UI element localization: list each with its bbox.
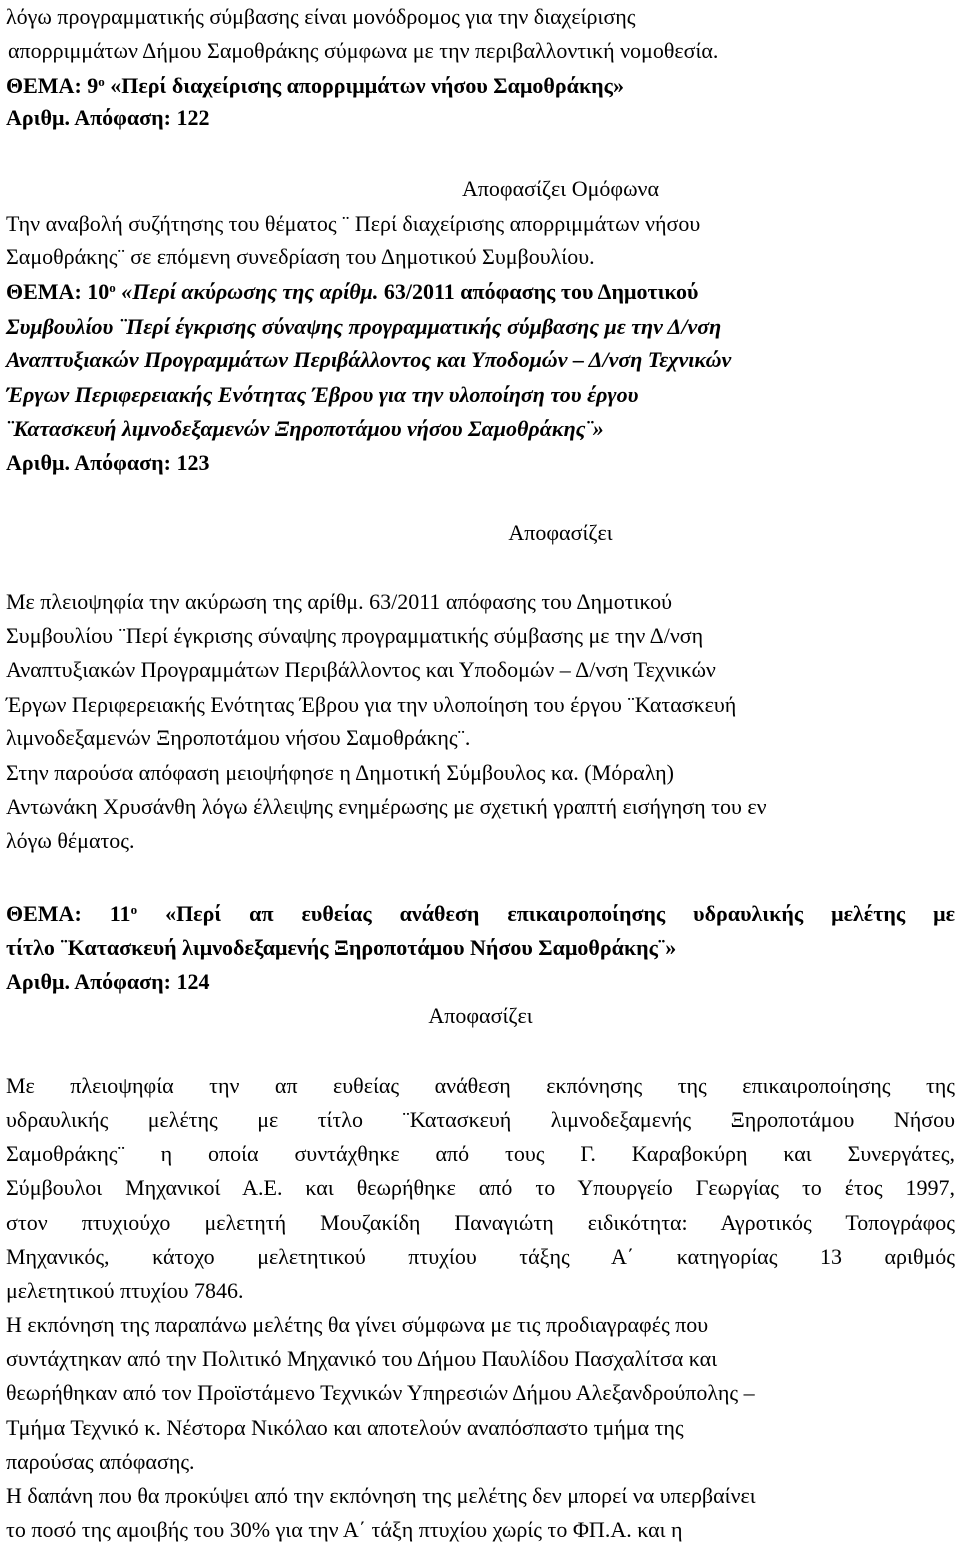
topic-title-cont: 63/2011 απόφασης του Δημοτικού bbox=[378, 279, 699, 304]
topic-number: ΘΕΜΑ: 11 bbox=[6, 901, 131, 926]
topic-title-line: τίτλο ¨Κατασκευή λιμνοδεξαμενής Ξηροποτάμου Νήσου Σαμοθράκης¨» bbox=[6, 935, 677, 960]
text-line: το ποσό της αμοιβής του 30% για την Α΄ τάξη πτυχίου χωρίς το ΦΠ.Α. και η bbox=[6, 1517, 683, 1542]
text-line: λιμνοδεξαμενών Ξηροποτάμου νήσου Σαμοθράκης¨. bbox=[6, 725, 471, 750]
text-line: Έργων Περιφερειακής Ενότητας Έβρου για την υλοποίηση του έργου ¨Κατασκευή bbox=[6, 692, 737, 717]
text-line: Με πλειοψηφία την απ ευθείας ανάθεση εκπόνησης της επικαιροποίησης της bbox=[6, 1073, 955, 1098]
text-line: παρούσας απόφασης. bbox=[6, 1449, 195, 1474]
text-line: συντάχτηκαν από την Πολιτικό Μηχανικό του Δήμου Παυλίδου Πασχαλίτσα και bbox=[6, 1346, 718, 1371]
topic-11-heading bbox=[6, 899, 955, 929]
text-line: Μηχανικός, κάτοχο μελετητικού πτυχίου τάξης Α΄ κατηγορίας 13 αριθμός bbox=[6, 1244, 955, 1269]
text-line: θεωρήθηκαν από τον Προϊστάμενο Τεχνικών Υπηρεσιών Δήμου Αλεξανδρούπολης – bbox=[6, 1380, 755, 1405]
text-line: Την αναβολή συζήτησης του θέματος ¨ Περί διαχείρισης απορριμμάτων νήσου bbox=[6, 211, 701, 236]
text-line: Αναπτυξιακών Προγραμμάτων Περιβάλλοντος και Υποδομών – Δ/νση Τεχνικών bbox=[6, 657, 716, 682]
text-line: υδραυλικής μελέτης με τίτλο ¨Κατασκευή λιμνοδεξαμενής Ξηροποτάμου Νήσου bbox=[6, 1107, 955, 1132]
topic-number: ΘΕΜΑ: 10 bbox=[6, 279, 110, 304]
ordinal-suffix: ο bbox=[130, 902, 138, 917]
text-line: Τμήμα Τεχνικό κ. Νέστορα Νικόλαο και αποτελούν αναπόσπαστο τμήμα της bbox=[6, 1415, 684, 1440]
text-line: Με πλειοψηφία την ακύρωση της αρίθμ. 63/2011 απόφασης του Δημοτικού bbox=[6, 589, 673, 614]
decision-verdict: Αποφασίζει bbox=[508, 520, 613, 545]
topic-9-heading bbox=[6, 71, 624, 101]
topic-title-line: Έργων Περιφερειακής Ενότητας Έβρου για την υλοποίηση του έργου bbox=[6, 382, 639, 407]
decision-number: Αριθμ. Απόφαση: 124 bbox=[6, 969, 210, 994]
text-line: Σαμοθράκης¨ σε επόμενη συνεδρίαση του Δημοτικού Συμβουλίου. bbox=[6, 244, 595, 269]
ordinal-suffix: ο bbox=[109, 280, 116, 295]
text-line: απορριμμάτων Δήμου Σαμοθράκης σύμφωνα με την περιβαλλοντική νομοθεσία. bbox=[8, 38, 719, 63]
topic-10-heading bbox=[6, 277, 698, 307]
decision-number: Αριθμ. Απόφαση: 122 bbox=[6, 105, 210, 130]
text-line: Η εκπόνηση της παραπάνω μελέτης θα γίνει σύμφωνα με τις προδιαγραφές που bbox=[6, 1312, 709, 1337]
text-line: μελετητικού πτυχίου 7846. bbox=[6, 1278, 244, 1303]
text-line: Αντωνάκη Χρυσάνθη λόγω έλλειψης ενημέρωσης με σχετική γραπτή εισήγηση του εν bbox=[6, 794, 767, 819]
text-line: Στην παρούσα απόφαση μειοψήφησε η Δημοτική Σύμβουλος κα. (Μόραλη) bbox=[6, 760, 675, 785]
decision-verdict: Αποφασίζει Ομόφωνα bbox=[461, 176, 660, 201]
text-line: λόγω προγραμματικής σύμβασης είναι μονόδρομος για την διαχείρισης bbox=[6, 4, 636, 29]
topic-title: «Περί ακύρωσης της αρίθμ. bbox=[115, 279, 379, 304]
text-line: Η δαπάνη που θα προκύψει από την εκπόνηση της μελέτης δεν μπορεί να υπερβαίνει bbox=[6, 1483, 756, 1508]
topic-title-line: ¨Κατασκευή λιμνοδεξαμενών Ξηροποτάμου νήσου Σαμοθράκης¨» bbox=[6, 416, 604, 441]
text-line: Συμβουλίου ¨Περί έγκρισης σύναψης προγραμματικής σύμβασης με την Δ/νση bbox=[6, 623, 704, 648]
ordinal-suffix: ο bbox=[98, 74, 105, 89]
topic-title-line: Συμβουλίου ¨Περί έγκρισης σύναψης προγραμματικής σύμβασης με την Δ/νση bbox=[6, 314, 722, 339]
text-line: λόγω θέματος. bbox=[6, 828, 135, 853]
text-line: στον πτυχιούχο μελετητή Μουζακίδη Παναγιώτη ειδικότητα: Αγροτικός Τοπογράφος bbox=[6, 1210, 955, 1235]
topic-title-line: Αναπτυξιακών Προγραμμάτων Περιβάλλοντος και Υποδομών – Δ/νση Τεχνικών bbox=[6, 347, 732, 372]
text-line: Σαμοθράκης¨ η οποία συντάχθηκε από τους Γ. Καραβοκύρη και Συνεργάτες, bbox=[6, 1141, 955, 1166]
decision-verdict: Αποφασίζει bbox=[428, 1003, 533, 1028]
topic-title: «Περί απ ευθείας ανάθεση επικαιροποίησης υδραυλικής μελέτης με bbox=[137, 901, 955, 926]
decision-number: Αριθμ. Απόφαση: 123 bbox=[6, 450, 210, 475]
topic-title: «Περί διαχείρισης απορριμμάτων νήσου Σαμοθράκης» bbox=[104, 73, 624, 98]
topic-number: ΘΕΜΑ: 9 bbox=[6, 73, 99, 98]
text-line: Σύμβουλοι Μηχανικοί Α.Ε. και θεωρήθηκε από το Υπουργείο Γεωργίας το έτος 1997, bbox=[6, 1175, 955, 1200]
